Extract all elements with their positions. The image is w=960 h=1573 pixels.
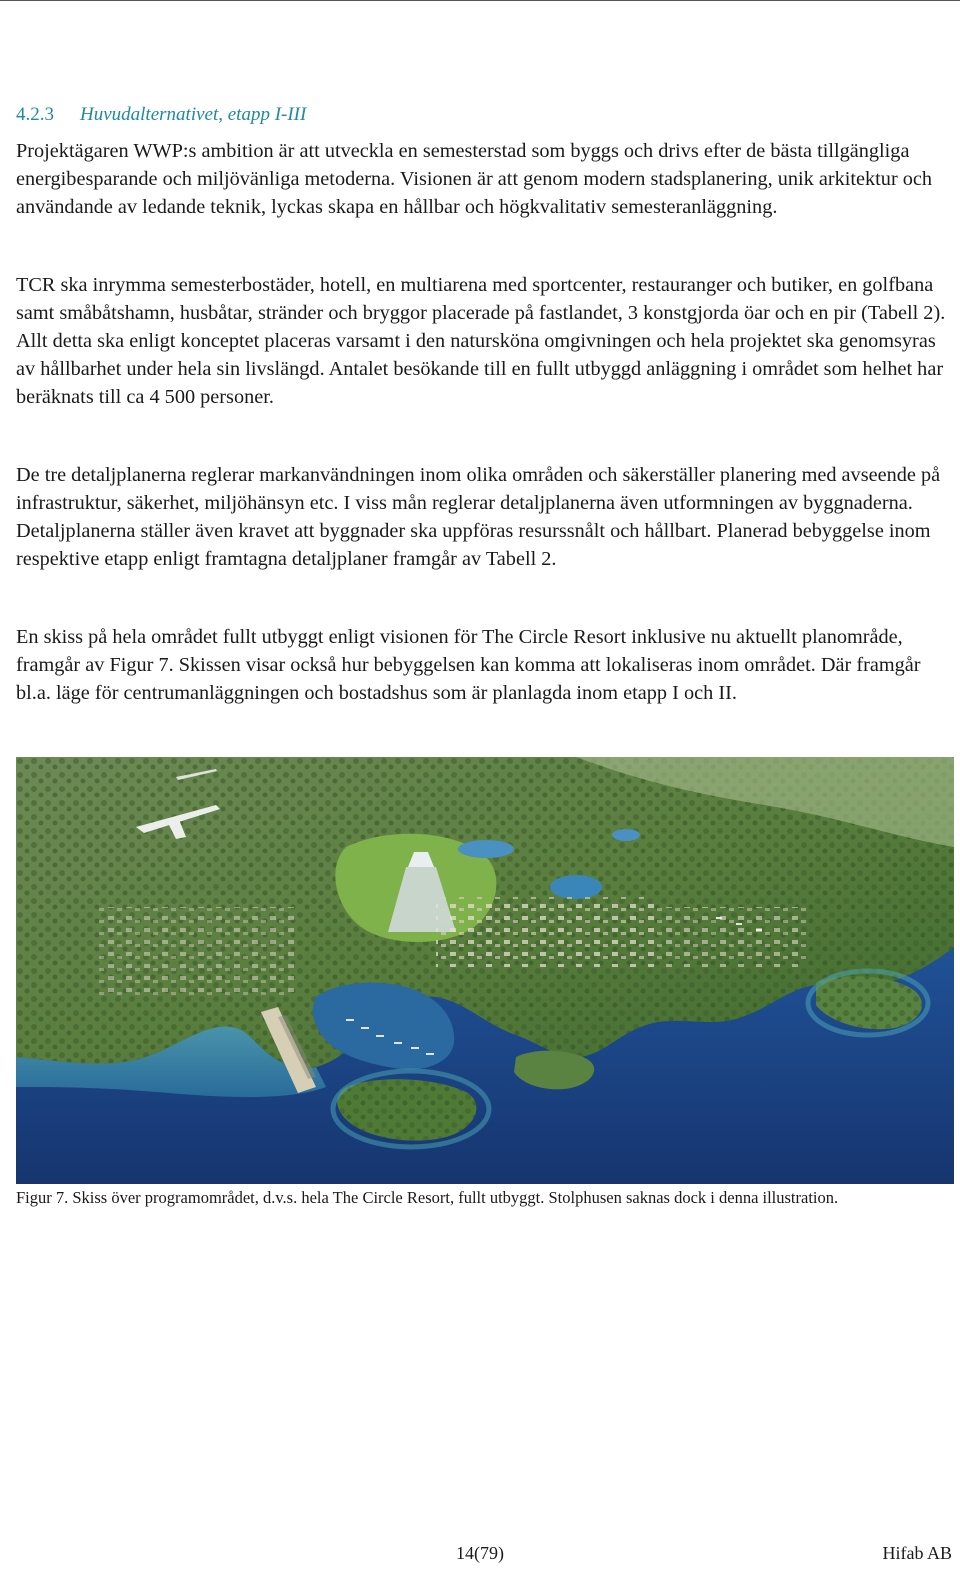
body-paragraph-4: En skiss på hela området fullt utbyggt enligt visionen för The Circle Resort inklusive nu aktuellt planområde, framgår av Figur 7. Skissen visar också hur bebyggelsen kan komma att lokaliseras inom området. Där framgår bl.a. läge för centrumanläggningen och bostadshus som är planlagda inom etapp I och II. (16, 626, 921, 704)
company-name: Hifab AB (882, 1543, 952, 1563)
body-paragraph-1: Projektägaren WWP:s ambition är att utveckla en semesterstad som byggs och drivs efter de bästa tillgängliga energibesparande och miljövänliga metoderna. Visionen är att genom modern stadsplanering, unik arkitektur och användande av ledande teknik, lyckas skapa en hållbar och högkvalitativ semesteranläggning. (16, 140, 933, 218)
body-paragraph-3: De tre detaljplanerna reglerar markanvändningen inom olika områden och säkerställer planering med avseende på infrastruktur, säkerhet, miljöhänsyn etc. I viss mån reglerar detaljplanerna även utformningen av byggnaderna. Detaljplanerna ställer även kravet att byggnader ska uppföras resurssnålt och hållbart. Planerad bebyggelse inom respektive etapp enligt framtagna detaljplaner framgår av Tabell 2. (16, 464, 941, 570)
top-rule (0, 0, 960, 1)
body-paragraph-2: TCR ska inrymma semesterbostäder, hotell, en multiarena med sportcenter, restauranger och butiker, en golfbana samt småbåtshamn, husbåtar, stränder och bryggor placerade på fastlandet, 3 konstgjorda öar och en pir (Tabell 2). Allt detta ska enligt konceptet placeras varsamt i den natursköna omgivningen och hela projektet ska genomsyras av hållbarhet under hela sin livslängd. Antalet besökande till en fullt utbyggd anläggning i området som helhet har beräknats till ca 4 500 personer. (16, 274, 946, 408)
section-heading (16, 104, 306, 126)
figure-caption: Figur 7. Skiss över programområdet, d.v.s. hela The Circle Resort, fullt utbyggt. Stolphusen saknas dock i denna illustration. (16, 1188, 839, 1207)
resort-aerial-illustration (16, 757, 954, 1184)
section-title: Huvudalternativet, etapp I-III (80, 104, 307, 125)
section-number: 4.2.3 (16, 104, 54, 125)
page-number: 14(79) (456, 1543, 504, 1563)
